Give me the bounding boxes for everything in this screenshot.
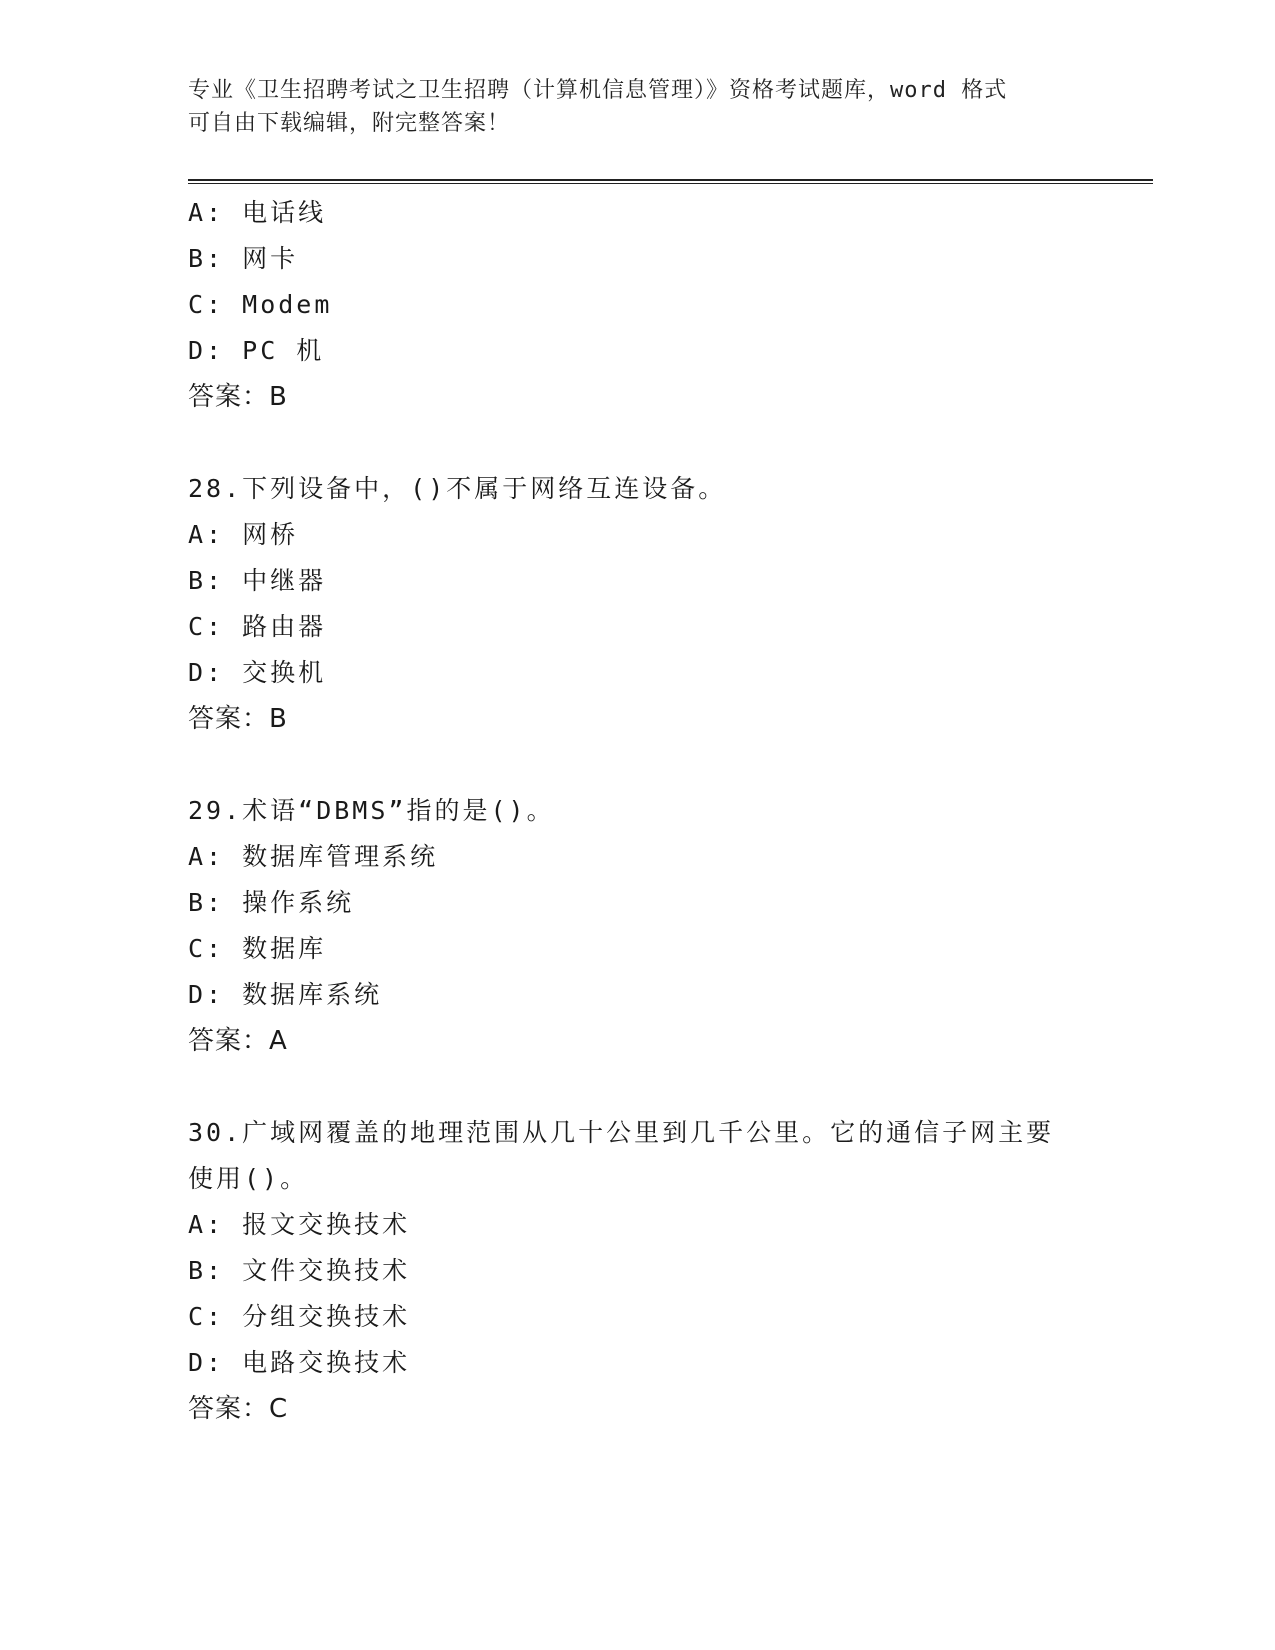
option-d: D: 数据库系统 [188, 980, 383, 1009]
answer: 答案：B [188, 382, 288, 412]
option-c: C: 数据库 [188, 934, 327, 963]
option-b: B: 网卡 [188, 244, 299, 273]
option-d: D: 交换机 [188, 658, 327, 687]
question-27-continued [188, 190, 1148, 420]
header-divider [188, 179, 1153, 184]
question-29 [188, 788, 1148, 1064]
answer: 答案：C [188, 1394, 289, 1424]
option-b: B: 文件交换技术 [188, 1256, 411, 1285]
question-30 [188, 1110, 1148, 1432]
question-stem: 29.术语“DBMS”指的是()。 [188, 796, 555, 825]
question-stem: 28.下列设备中，()不属于网络互连设备。 [188, 474, 727, 503]
option-c: C: Modem [188, 290, 333, 319]
answer: 答案：A [188, 1026, 288, 1056]
option-c: C: 分组交换技术 [188, 1302, 411, 1331]
answer: 答案：B [188, 704, 288, 734]
question-stem: 30.广域网覆盖的地理范围从几十公里到几千公里。它的通信子网主要使用()。 [188, 1118, 1055, 1193]
option-b: B: 中继器 [188, 566, 327, 595]
question-28 [188, 466, 1148, 742]
option-b: B: 操作系统 [188, 888, 355, 917]
option-c: C: 路由器 [188, 612, 327, 641]
option-a: A: 电话线 [188, 198, 327, 227]
document-body [188, 190, 1148, 1432]
header-line-2: 可自由下载编辑，附完整答案！ [188, 111, 511, 136]
option-a: A: 数据库管理系统 [188, 842, 439, 871]
option-a: A: 网桥 [188, 520, 299, 549]
option-a: A: 报文交换技术 [188, 1210, 411, 1239]
header-line-1: 专业《卫生招聘考试之卫生招聘（计算机信息管理）》资格考试题库，word 格式 [188, 78, 1008, 103]
option-d: D: PC 机 [188, 336, 325, 365]
page-header [188, 74, 1088, 140]
option-d: D: 电路交换技术 [188, 1348, 411, 1377]
